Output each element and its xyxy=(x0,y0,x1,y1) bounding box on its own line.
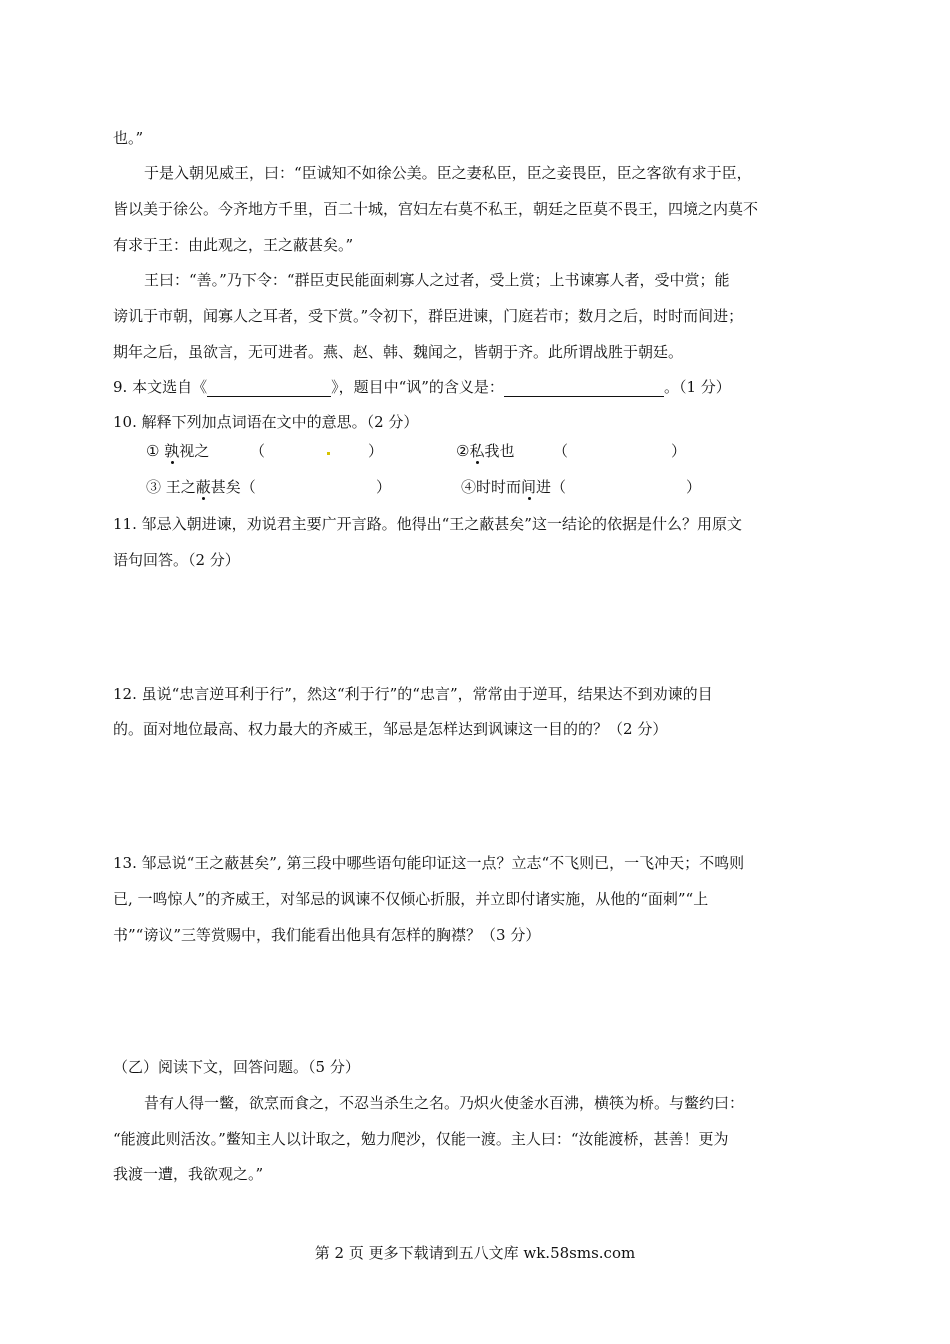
q10-o1-paren-right: ） xyxy=(368,442,384,460)
q10-o1-prefix: ① xyxy=(146,442,165,460)
part-b-line: 我渡一遭，我欲观之。” xyxy=(113,1165,264,1183)
passage-paragraph-line: 皆以美于徐公。今齐地方千里，百二十城，宫妇左右莫不私王，朝廷之臣莫不畏王，四境之内莫不 xyxy=(113,200,759,218)
passage-paragraph-line: 王曰：“善。”乃下令：“群臣吏民能面刺寡人之过者，受上赏；上书谏寡人者，受中赏；能 xyxy=(144,271,730,289)
q10-option-4 xyxy=(461,477,566,497)
q10-o1-answer-space[interactable] xyxy=(268,441,368,461)
question-12-line: 12. 虽说“忠言逆耳利于行”，然这“利于行”的“忠言”，常常由于逆耳，结果达不到劝谏的目 xyxy=(113,685,713,703)
question-13-line: 已, 一鸣惊人”的齐威王，对邹忌的讽谏不仅倾心折服，并立即付诸实施，从他的“面刺”“上 xyxy=(113,890,709,908)
passage-paragraph-line: 有求于王：由此观之，王之蔽甚矣。” xyxy=(113,236,354,254)
part-b-line: 昔有人得一鳖，欲烹而食之，不忍当杀生之名。乃炽火使釜水百沸，横筷为桥。与鳖约曰： xyxy=(144,1094,745,1112)
q10-o2-prefix: ② xyxy=(456,442,470,460)
passage-paragraph-line: 期年之后，虽欲言，无可进者。燕、赵、韩、魏闻之，皆朝于齐。此所谓战胜于朝廷。 xyxy=(113,343,684,361)
q11-answer-area[interactable] xyxy=(113,580,837,670)
mark-dot xyxy=(327,452,330,455)
passage-paragraph-line: 于是入朝见威王，曰：“臣诚知不如徐公美。臣之妻私臣，臣之妾畏臣，臣之客欲有求于臣， xyxy=(144,164,752,182)
q9-book-blank[interactable] xyxy=(207,380,331,397)
question-13-line: 书”“谤议”三等赏赐中，我们能看出他具有怎样的胸襟？（3 分） xyxy=(113,926,541,944)
q10-o2-suffix: 我也 xyxy=(484,442,515,460)
q10-option-1 xyxy=(146,441,209,461)
q10-o3-prefix: ③ 王之 xyxy=(146,478,196,496)
q9-text-c: 。（1 分） xyxy=(663,378,731,396)
q10-option-2 xyxy=(456,441,514,461)
q10-o3-paren-right: ） xyxy=(376,478,392,496)
passage-line-0: 也。” xyxy=(113,129,144,147)
q10-o3-suffix: 甚矣（ xyxy=(210,478,256,496)
q9-text-a: 9. 本文选自《 xyxy=(113,378,208,396)
q13-answer-area[interactable] xyxy=(113,955,837,1055)
part-b-heading: （乙）阅读下文，回答问题。（5 分） xyxy=(113,1058,360,1076)
q10-o2-paren-left: （ xyxy=(553,442,569,460)
question-11-line: 11. 邹忌入朝进谏，劝说君主要广开言路。他得出“王之蔽甚矣”这一结论的依据是什么？用原文 xyxy=(113,515,742,533)
q10-o4-answer-space[interactable] xyxy=(578,477,686,497)
part-b-line: “能渡此则活汝。”鳖知主人以计取之，勉力爬沙，仅能一渡。主人曰：“汝能渡桥，甚善！更为 xyxy=(113,1130,729,1148)
q10-o2-paren-right: ） xyxy=(671,442,687,460)
q12-answer-area[interactable] xyxy=(113,750,837,840)
q10-o2-answer-space[interactable] xyxy=(571,441,671,461)
q10-o4-dotted-word: 间 xyxy=(521,478,537,496)
q10-o4-paren-right: ） xyxy=(686,478,702,496)
question-12-line: 的。面对地位最高、权力最大的齐威王，邹忌是怎样达到讽谏这一目的的？（2 分） xyxy=(113,720,668,738)
q10-o3-dotted-word: 蔽 xyxy=(195,478,211,496)
q10-o3-answer-space[interactable] xyxy=(266,477,376,497)
q9-meaning-blank[interactable] xyxy=(504,380,664,397)
q10-o4-prefix: ④时时而 xyxy=(461,478,522,496)
q10-option-3 xyxy=(146,477,256,497)
q10-o4-suffix: 进（ xyxy=(536,478,567,496)
q10-o1-suffix: 视之 xyxy=(179,442,210,460)
q10-o1-paren-left: （ xyxy=(250,442,266,460)
question-11-line: 语句回答。（2 分） xyxy=(113,551,240,569)
question-9 xyxy=(113,377,731,397)
q10-o2-dotted-word: 私 xyxy=(469,442,485,460)
passage-paragraph-line: 谤讥于市朝，闻寡人之耳者，受下赏。”令初下，群臣进谏，门庭若市；数月之后，时时而间进； xyxy=(113,307,744,325)
page-footer: 第 2 页 更多下载请到五八文库 wk.58sms.com xyxy=(314,1244,636,1262)
q10-o1-dotted-word: 孰 xyxy=(164,442,180,460)
question-10-stem: 10. 解释下列加点词语在文中的意思。（2 分） xyxy=(113,413,419,431)
q9-text-b: 》，题目中“讽”的含义是： xyxy=(331,378,504,396)
question-13-line: 13. 邹忌说“王之蔽甚矣”, 第三段中哪些语句能印证这一点？立志“不飞则已，一飞冲天；不鸣则 xyxy=(113,854,745,872)
